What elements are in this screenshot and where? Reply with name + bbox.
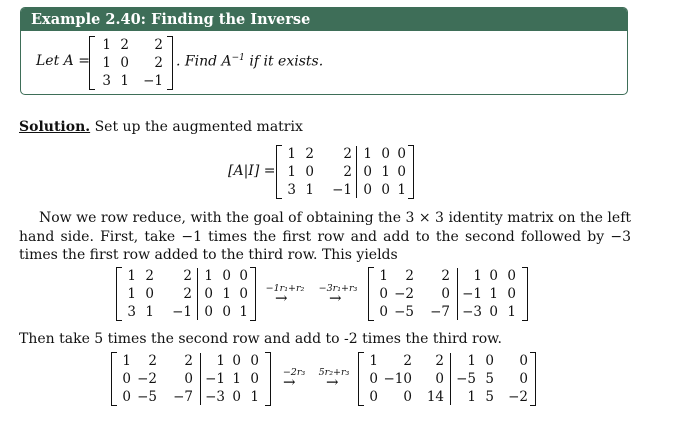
matrix-step1-result: 1 2 2 1 0 0 0 −2 0 −1 1 0 0 −5 −7 −3 0 1 <box>368 267 528 321</box>
augmented-label: [A|I] = <box>228 163 276 179</box>
matrix-step1-start: 1 2 2 1 0 0 1 0 2 0 1 0 3 1 −1 0 0 1 <box>116 267 256 321</box>
augmented-matrix: 1 2 2 1 0 0 1 0 2 0 1 0 3 1 −1 0 0 1 <box>276 145 414 199</box>
arrow-icon: → <box>329 289 342 307</box>
arrow-icon: → <box>275 289 288 307</box>
arrow-icon: → <box>283 373 296 391</box>
find-inverse-text: . Find $A^{-1}$ if it exists. <box>176 53 324 70</box>
let-a-label: Let A = <box>36 53 90 69</box>
arrow-icon: → <box>326 373 339 391</box>
row-op-2a: −2r₃ <box>282 367 306 378</box>
row-op-1b: −3r₁+r₃ <box>318 283 358 294</box>
example-title: Example 2.40: Finding the Inverse <box>21 8 627 31</box>
matrix-step2-result: 1 2 2 1 0 0 0 −10 0 −5 5 0 0 0 14 1 5 −2 <box>358 352 536 406</box>
paragraph-row-reduce: Now we row reduce, with the goal of obtaining the 3 × 3 identity matrix on the left hand side. First, take −1 times the first row and add to the second followed by −3 times the first row added to the third row. This yields <box>19 210 631 263</box>
row-op-2b: 5r₂+r₃ <box>318 367 350 378</box>
matrix-step2-start: 1 2 2 1 0 0 0 −2 0 −1 1 0 0 −5 −7 −3 0 1 <box>111 352 271 406</box>
solution-intro: Solution. Set up the augmented matrix <box>19 119 303 135</box>
paragraph-step2: Then take 5 times the second row and add to -2 times the third row. <box>19 331 502 347</box>
matrix-a: 1 2 2 1 0 2 3 1 −1 <box>89 36 173 90</box>
row-op-1a: −1r₁+r₂ <box>265 283 305 294</box>
